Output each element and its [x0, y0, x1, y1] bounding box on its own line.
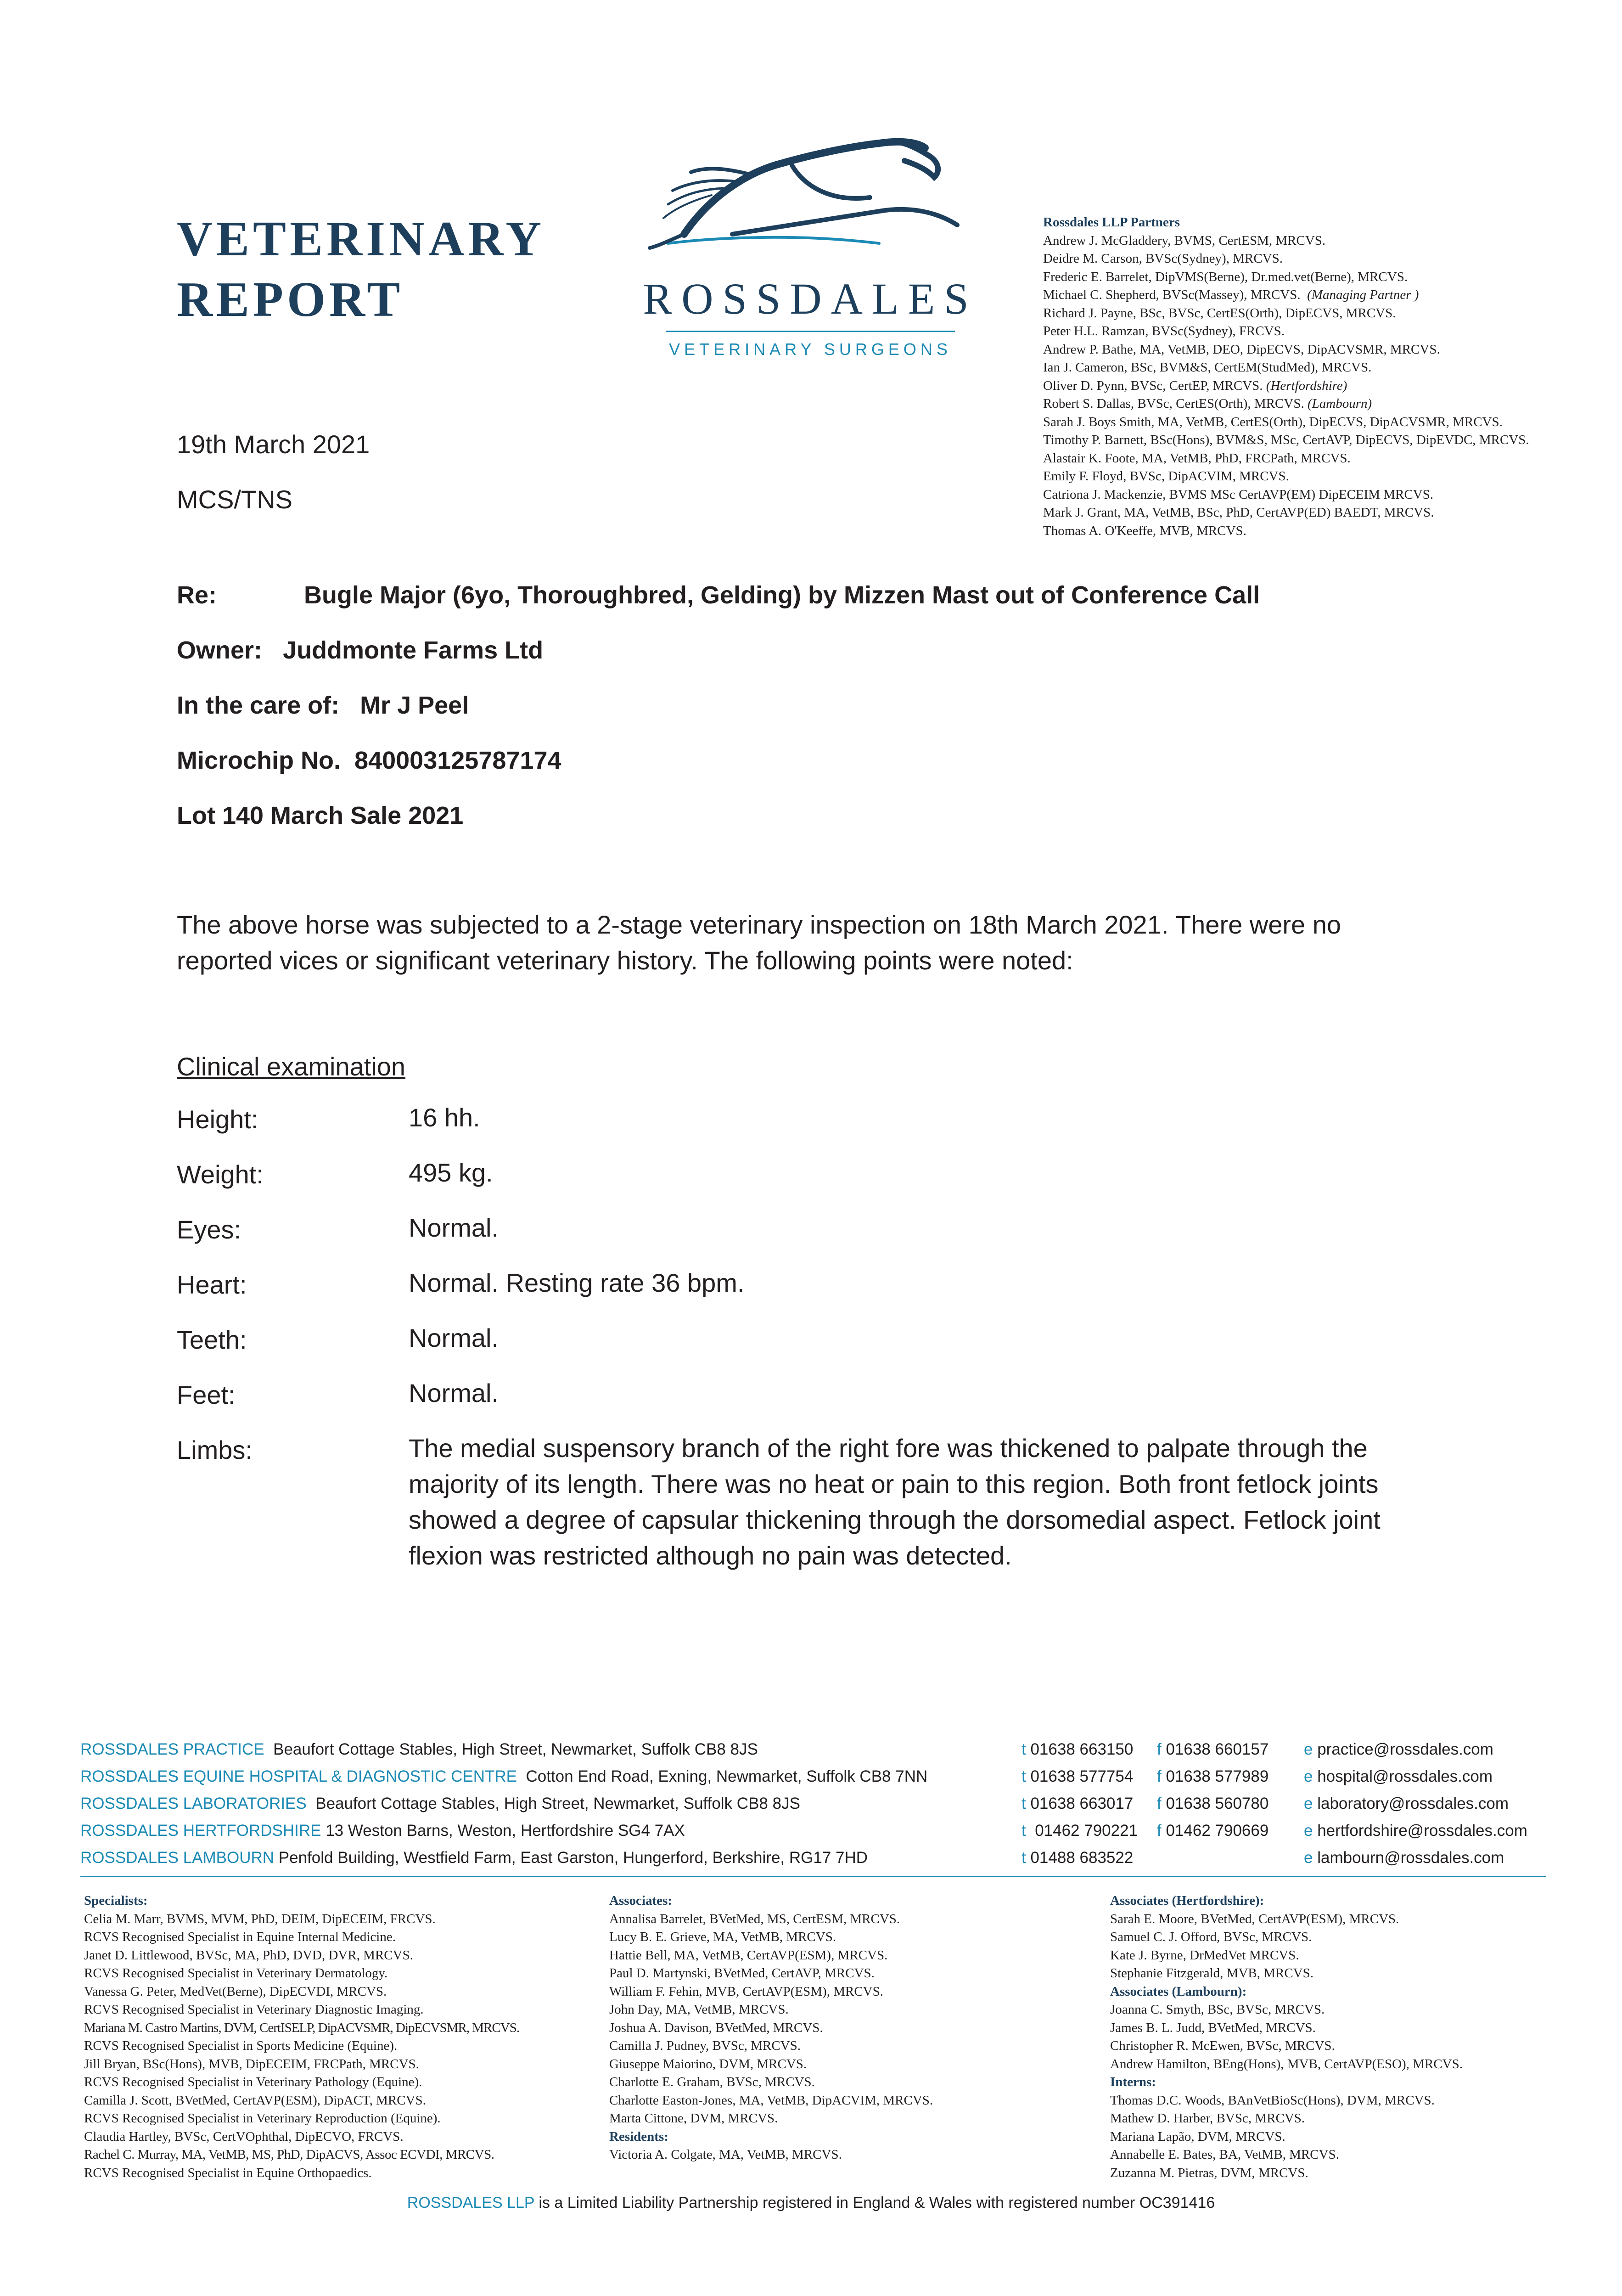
partner-name: Oliver D. Pynn, BVSc, CertEP, MRCVS.	[1043, 378, 1263, 393]
lot-line: Lot 140 March Sale 2021	[177, 802, 464, 829]
interns-heading: Interns:	[1110, 2075, 1156, 2089]
staff-line: Jill Bryan, BSc(Hons), MVB, DipECEIM, FRCPath, MRCVS.	[84, 2056, 419, 2071]
contact-email[interactable]: practice@rossdales.com	[1317, 1740, 1493, 1758]
partner-line: Deidre M. Carson, BVSc(Sydney), MRCVS.	[1043, 251, 1283, 266]
contact-address: Cotton End Road, Exning, Newmarket, Suffolk CB8 7NN	[526, 1767, 928, 1785]
associates-herts-heading: Associates (Hertfordshire):	[1110, 1893, 1264, 1908]
contact-directory	[80, 1736, 1549, 1871]
staff-line: Camilla J. Pudney, BVSc, MRCVS.	[609, 2038, 801, 2053]
contact-email[interactable]: lambourn@rossdales.com	[1317, 1849, 1504, 1867]
logo-name: ROSSDALES	[643, 274, 978, 323]
contact-name: ROSSDALES PRACTICE	[80, 1740, 264, 1758]
partner-note: (Hertfordshire)	[1266, 378, 1347, 393]
partner-line	[1043, 395, 1529, 413]
contact-name: ROSSDALES HERTFORDSHIRE	[80, 1822, 321, 1840]
staff-line: Joshua A. Davison, BVetMed, MRCVS.	[609, 2020, 823, 2035]
associates-heading: Associates:	[609, 1893, 672, 1908]
tel-prefix: t	[1021, 1740, 1026, 1758]
staff-line: Giuseppe Maiorino, DVM, MRCVS.	[609, 2056, 807, 2071]
partners-heading: Rossdales LLP Partners	[1043, 215, 1180, 230]
staff-line: Marta Cittone, DVM, MRCVS.	[609, 2111, 778, 2126]
partner-line	[1043, 286, 1529, 304]
microchip-line	[177, 746, 561, 775]
partner-line: Andrew P. Bathe, MA, VetMB, DEO, DipECVS, DipACVSMR, MRCVS.	[1043, 342, 1440, 357]
staff-line: Victoria A. Colgate, MA, VetMB, MRCVS.	[609, 2147, 842, 2162]
tel-prefix: t	[1021, 1795, 1026, 1812]
staff-line: James B. L. Judd, BVetMed, MRCVS.	[1110, 2020, 1316, 2035]
footer-divider	[80, 1876, 1546, 1877]
care-value: Mr J Peel	[360, 692, 469, 719]
partner-name: Michael C. Shepherd, BVSc(Massey), MRCVS.	[1043, 287, 1301, 302]
tel-prefix: t	[1021, 1849, 1026, 1867]
partner-line: Thomas A. O'Keeffe, MVB, MRCVS.	[1043, 523, 1246, 538]
email-prefix: e	[1304, 1767, 1313, 1785]
fax-prefix: f	[1157, 1767, 1162, 1785]
logo-tagline: VETERINARY SURGEONS	[669, 340, 952, 359]
contact-address: 13 Weston Barns, Weston, Hertfordshire SG4 7AX	[326, 1822, 685, 1840]
contact-row	[80, 1844, 1549, 1871]
residents-heading: Residents:	[609, 2129, 668, 2144]
email-prefix: e	[1304, 1795, 1313, 1812]
contact-row	[80, 1790, 1549, 1817]
staff-line: RCVS Recognised Specialist in Veterinary Reproduction (Equine).	[84, 2111, 441, 2126]
exam-value-feet: Normal.	[409, 1379, 499, 1407]
contact-row	[80, 1736, 1549, 1763]
contact-row	[80, 1763, 1549, 1790]
care-label: In the care of:	[177, 692, 340, 719]
exam-value-teeth: Normal.	[409, 1323, 499, 1352]
title-line-1: VETERINARY	[177, 212, 545, 266]
staff-line: Kate J. Byrne, DrMedVet MRCVS.	[1110, 1947, 1299, 1963]
email-prefix: e	[1304, 1822, 1313, 1840]
exam-label-eyes: Eyes:	[177, 1215, 241, 1244]
contact-name: ROSSDALES LAMBOURN	[80, 1849, 275, 1867]
fax-prefix: f	[1157, 1822, 1162, 1840]
contact-address: Beaufort Cottage Stables, High Street, Newmarket, Suffolk CB8 8JS	[273, 1740, 758, 1758]
specialists-heading: Specialists:	[84, 1893, 148, 1908]
staff-line: Claudia Hartley, BVSc, CertVOphthal, DipECVO, FRCVS.	[84, 2129, 404, 2144]
staff-line: Annalisa Barrelet, BVetMed, MS, CertESM, MRCVS.	[609, 1911, 900, 1926]
fax-prefix: f	[1157, 1740, 1162, 1758]
contact-address: Beaufort Cottage Stables, High Street, Newmarket, Suffolk CB8 8JS	[315, 1795, 800, 1812]
intro-paragraph: The above horse was subjected to a 2-stage veterinary inspection on 18th March 2021. There were no reported vices or significant veterinary history. The following points were noted:	[177, 910, 1341, 975]
staff-line: Celia M. Marr, BVMS, MVM, PhD, DEIM, DipECEIM, FRCVS.	[84, 1911, 436, 1926]
staff-line: Samuel C. J. Offord, BVSc, MRCVS.	[1110, 1930, 1312, 1944]
report-title	[177, 209, 545, 330]
staff-line: John Day, MA, VetMB, MRCVS.	[609, 2002, 789, 2017]
contact-fax: 01638 660157	[1166, 1740, 1269, 1758]
contact-name: ROSSDALES EQUINE HOSPITAL & DIAGNOSTIC CENTRE	[80, 1767, 517, 1785]
title-line-2: REPORT	[177, 272, 404, 327]
exam-label-feet: Feet:	[177, 1380, 236, 1409]
tel-prefix: t	[1021, 1822, 1026, 1840]
reference-code: MCS/TNS	[177, 485, 292, 514]
rossdales-logo	[640, 138, 980, 367]
staff-line: RCVS Recognised Specialist in Equine Internal Medicine.	[84, 1930, 396, 1944]
report-date: 19th March 2021	[177, 430, 370, 459]
exam-label-heart: Heart:	[177, 1270, 247, 1299]
footer-company-name: ROSSDALES LLP	[407, 2194, 534, 2212]
partners-list	[1043, 214, 1529, 540]
staff-line: RCVS Recognised Specialist in Veterinary Dermatology.	[84, 1966, 388, 1981]
microchip-label: Microchip No.	[177, 747, 341, 774]
contact-fax: 01638 577989	[1166, 1767, 1269, 1785]
contact-address: Penfold Building, Westfield Farm, East Garston, Hungerford, Berkshire, RG17 7HD	[278, 1849, 868, 1867]
staff-line: Paul D. Martynski, BVetMed, CertAVP, MRCVS.	[609, 1966, 875, 1981]
care-line	[177, 691, 469, 720]
contact-email[interactable]: laboratory@rossdales.com	[1317, 1795, 1509, 1812]
staff-line: Andrew Hamilton, BEng(Hons), MVB, CertAVP(ESO), MRCVS.	[1110, 2056, 1463, 2071]
staff-line: Mariana Lapão, DVM, MRCVS.	[1110, 2129, 1285, 2144]
footer-registration-text: is a Limited Liability Partnership registered in England & Wales with registered number OC391416	[539, 2194, 1215, 2212]
registration-footer	[0, 2194, 1622, 2212]
staff-line: RCVS Recognised Specialist in Veterinary Pathology (Equine).	[84, 2075, 422, 2089]
logo-divider	[666, 331, 955, 332]
exam-value-heart: Normal. Resting rate 36 bpm.	[409, 1268, 745, 1297]
exam-label-weight: Weight:	[177, 1160, 264, 1189]
contact-tel: 01638 663017	[1030, 1795, 1134, 1812]
partner-line: Mark J. Grant, MA, VetMB, BSc, PhD, CertAVP(ED) BAEDT, MRCVS.	[1043, 505, 1434, 520]
staff-line: Sarah E. Moore, BVetMed, CertAVP(ESM), MRCVS.	[1110, 1911, 1399, 1926]
partner-line: Peter H.L. Ramzan, BVSc(Sydney), FRCVS.	[1043, 324, 1285, 338]
exam-label-teeth: Teeth:	[177, 1325, 247, 1354]
staff-line: Charlotte Easton-Jones, MA, VetMB, DipACVIM, MRCVS.	[609, 2093, 933, 2108]
owner-line	[177, 636, 543, 664]
partner-line: Emily F. Floyd, BVSc, DipACVIM, MRCVS.	[1043, 469, 1289, 484]
partner-line	[1043, 377, 1529, 395]
staff-line: Annabelle E. Bates, BA, VetMB, MRCVS.	[1110, 2147, 1339, 2162]
clinical-exam-heading: Clinical examination	[177, 1052, 406, 1081]
contact-row	[80, 1817, 1549, 1844]
staff-line: Christopher R. McEwen, BVSc, MRCVS.	[1110, 2038, 1335, 2053]
staff-line: William F. Fehin, MVB, CertAVP(ESM), MRCVS.	[609, 1984, 883, 1999]
owner-value: Juddmonte Farms Ltd	[283, 636, 544, 664]
exam-value-eyes: Normal.	[409, 1213, 499, 1242]
exam-value-weight: 495 kg.	[409, 1158, 493, 1187]
staff-line: Mathew D. Harber, BVSc, MRCVS.	[1110, 2111, 1305, 2126]
associates-lambourn-heading: Associates (Lambourn):	[1110, 1984, 1247, 1999]
contact-email[interactable]: hospital@rossdales.com	[1317, 1767, 1493, 1785]
staff-line: Stephanie Fitzgerald, MVB, MRCVS.	[1110, 1966, 1314, 1981]
staff-line: Hattie Bell, MA, VetMB, CertAVP(ESM), MRCVS.	[609, 1947, 888, 1963]
re-label: Re:	[177, 581, 217, 609]
associates-herts-column	[1110, 1892, 1463, 2182]
staff-line: RCVS Recognised Specialist in Sports Medicine (Equine).	[84, 2038, 398, 2053]
email-prefix: e	[1304, 1740, 1313, 1758]
associates-column	[609, 1892, 933, 2164]
partner-note: (Managing Partner )	[1307, 287, 1419, 302]
staff-line: Zuzanna M. Pietras, DVM, MRCVS.	[1110, 2165, 1308, 2180]
partner-line: Alastair K. Foote, MA, VetMB, PhD, FRCPath, MRCVS.	[1043, 450, 1351, 466]
contact-fax: 01462 790669	[1166, 1822, 1269, 1840]
partner-line: Frederic E. Barrelet, DipVMS(Berne), Dr.med.vet(Berne), MRCVS.	[1043, 269, 1408, 284]
contact-name: ROSSDALES LABORATORIES	[80, 1795, 307, 1812]
partner-line: Richard J. Payne, BSc, BVSc, CertES(Orth), DipECVS, MRCVS.	[1043, 305, 1396, 321]
staff-line: Mariana M. Castro Martins, DVM, CertISELP, DipACVSMR, DipECVSMR, MRCVS.	[84, 2020, 520, 2035]
partner-line: Sarah J. Boys Smith, MA, VetMB, CertES(Orth), DipECVS, DipACVSMR, MRCVS.	[1043, 414, 1503, 429]
partner-name: Robert S. Dallas, BVSc, CertES(Orth), MRCVS.	[1043, 396, 1304, 411]
staff-line: Joanna C. Smyth, BSc, BVSc, MRCVS.	[1110, 2002, 1325, 2017]
staff-line: Charlotte E. Graham, BVSc, MRCVS.	[609, 2075, 815, 2089]
contact-tel: 01638 663150	[1030, 1740, 1134, 1758]
staff-line: Vanessa G. Peter, MedVet(Berne), DipECVDI, MRCVS.	[84, 1984, 387, 1999]
exam-value-limbs: The medial suspensory branch of the right fore was thickened to palpate through the majority of its length. There was no heat or pain to this region. Both front fetlock joints showed a degree of capsular thickening through the dorsomedial aspect. Fetlock joint flexion was restricted although no pain was detected.	[409, 1434, 1381, 1570]
microchip-value: 840003125787174	[354, 747, 561, 774]
staff-line: Rachel C. Murray, MA, VetMB, MS, PhD, DipACVS, Assoc ECVDI, MRCVS.	[84, 2147, 494, 2162]
exam-label-limbs: Limbs:	[177, 1435, 253, 1464]
exam-label-height: Height:	[177, 1105, 258, 1134]
partner-line: Catriona J. Mackenzie, BVMS MSc CertAVP(EM) DipECEIM MRCVS.	[1043, 487, 1434, 502]
partner-line: Timothy P. Barnett, BSc(Hons), BVM&S, MSc, CertAVP, DipECVS, DipEVDC, MRCVS.	[1043, 433, 1529, 447]
staff-line: Janet D. Littlewood, BVSc, MA, PhD, DVD, DVR, MRCVS.	[84, 1947, 413, 1963]
email-prefix: e	[1304, 1849, 1313, 1867]
staff-line: Lucy B. E. Grieve, MA, VetMB, MRCVS.	[609, 1930, 836, 1944]
re-line	[177, 581, 1260, 609]
staff-line: RCVS Recognised Specialist in Veterinary Diagnostic Imaging.	[84, 2002, 424, 2017]
partner-note: (Lambourn)	[1307, 396, 1372, 411]
tel-prefix: t	[1021, 1767, 1026, 1785]
contact-tel: 01638 577754	[1030, 1767, 1134, 1785]
partner-line: Andrew J. McGladdery, BVMS, CertESM, MRCVS.	[1043, 233, 1326, 248]
re-value: Bugle Major (6yo, Thoroughbred, Gelding) by Mizzen Mast out of Conference Call	[304, 581, 1260, 609]
fax-prefix: f	[1157, 1795, 1162, 1812]
staff-line: Camilla J. Scott, BVetMed, CertAVP(ESM), DipACT, MRCVS.	[84, 2093, 426, 2108]
contact-fax: 01638 560780	[1166, 1795, 1269, 1812]
contact-email[interactable]: hertfordshire@rossdales.com	[1317, 1822, 1527, 1840]
staff-line: RCVS Recognised Specialist in Equine Orthopaedics.	[84, 2165, 372, 2180]
partner-line: Ian J. Cameron, BSc, BVM&S, CertEM(StudMed), MRCVS.	[1043, 360, 1372, 375]
staff-line: Thomas D.C. Woods, BAnVetBioSc(Hons), DVM, MRCVS.	[1110, 2093, 1435, 2108]
contact-tel: 01488 683522	[1030, 1849, 1134, 1867]
exam-value-height: 16 hh.	[409, 1103, 480, 1132]
contact-tel: 01462 790221	[1035, 1822, 1138, 1840]
owner-label: Owner:	[177, 636, 263, 664]
specialists-column	[84, 1892, 519, 2182]
horse-logo-icon	[640, 138, 980, 289]
